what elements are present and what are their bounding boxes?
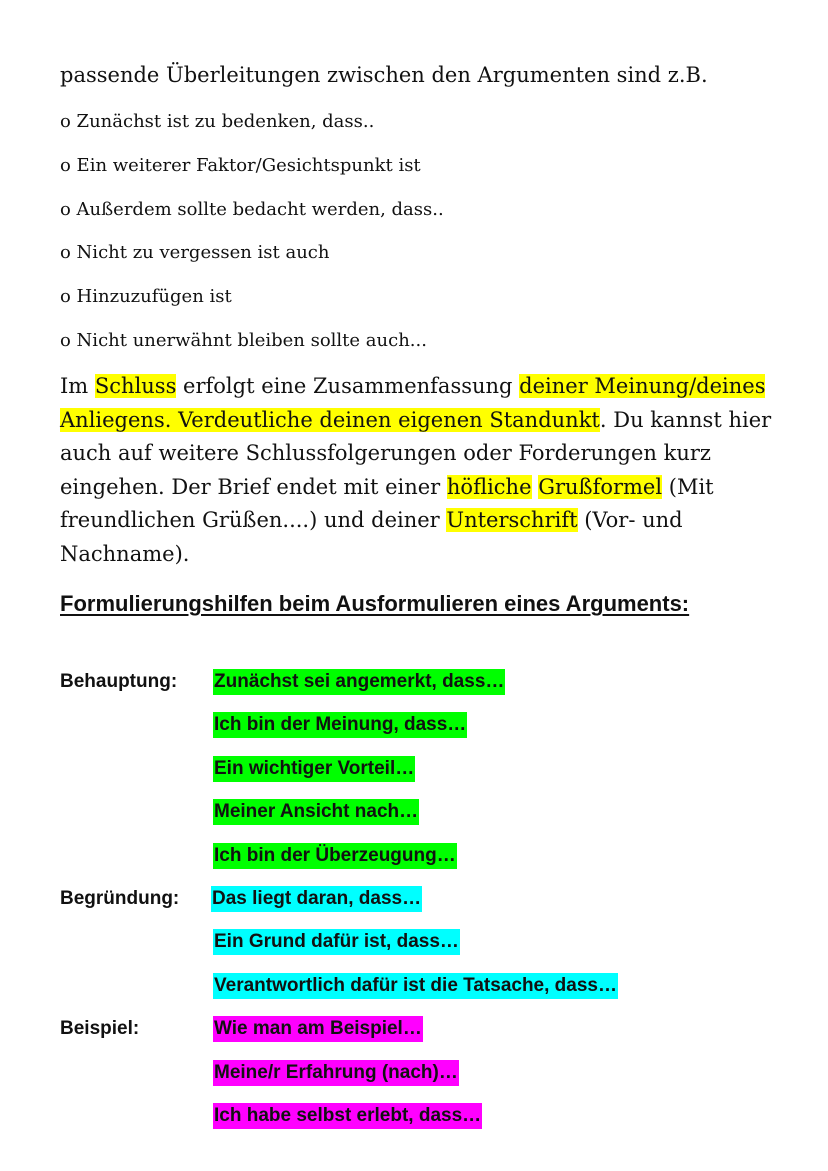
highlight-meinung: deiner Meinung/deines Anliegens. Verdeutliche deinen eigenen Standunkt — [60, 374, 766, 432]
highlight-grussformel: Grußformel — [538, 474, 663, 499]
phrase-behauptung: Ich bin der Überzeugung… — [213, 843, 457, 869]
transition-item: o Hinzuzufügen ist — [60, 286, 232, 307]
text-span: (Mit freundlichen Grüßen....) und deiner — [60, 474, 714, 532]
phrase-behauptung: Meiner Ansicht nach… — [213, 799, 419, 825]
phrase-begruendung: Verantwortlich dafür ist die Tatsache, dass… — [213, 973, 618, 999]
phrase-behauptung: Ein wichtiger Vorteil… — [213, 756, 415, 782]
phrase-beispiel: Wie man am Beispiel… — [213, 1016, 423, 1042]
phrase-begruendung: Ein Grund dafür ist, dass… — [213, 929, 460, 955]
phrase-beispiel: Meine/r Erfahrung (nach)… — [213, 1060, 459, 1086]
transition-item: o Nicht unerwähnt bleiben sollte auch... — [60, 330, 427, 351]
highlight-hoefliche: höfliche — [446, 474, 532, 499]
transition-item: o Nicht zu vergessen ist auch — [60, 242, 330, 263]
text-span: erfolgt eine Zusammenfassung — [176, 374, 520, 398]
phrase-behauptung: Ich bin der Meinung, dass… — [213, 712, 467, 738]
label-behauptung: Behauptung: — [60, 671, 178, 692]
label-begruendung: Begründung: — [60, 888, 180, 909]
transition-item: o Zunächst ist zu bedenken, dass.. — [60, 111, 375, 132]
section-heading: Formulierungshilfen beim Ausformulieren eines Arguments: — [60, 591, 690, 616]
label-beispiel: Beispiel: — [60, 1018, 140, 1039]
phrase-behauptung: Zunächst sei angemerkt, dass… — [213, 669, 505, 695]
transition-item: o Ein weiterer Faktor/Gesichtspunkt ist — [60, 155, 421, 176]
conclusion-paragraph — [60, 370, 780, 571]
transition-item: o Außerdem sollte bedacht werden, dass.. — [60, 199, 444, 220]
phrase-beispiel: Ich habe selbst erlebt, dass… — [213, 1103, 482, 1129]
text-span: . Du kannst hier auch auf weitere Schlussfolgerungen oder Forderungen kurz eingehen. Der Brief endet mit einer — [60, 407, 772, 499]
highlight-schluss: Schluss — [94, 374, 177, 398]
text-span: (Vor- und Nachname). — [60, 508, 683, 566]
phrase-begruendung: Das liegt daran, dass… — [211, 886, 422, 912]
intro-line: passende Überleitungen zwischen den Argumenten sind z.B. — [60, 63, 708, 87]
text-span: Im — [60, 374, 95, 398]
highlight-unterschrift: Unterschrift — [446, 508, 578, 532]
